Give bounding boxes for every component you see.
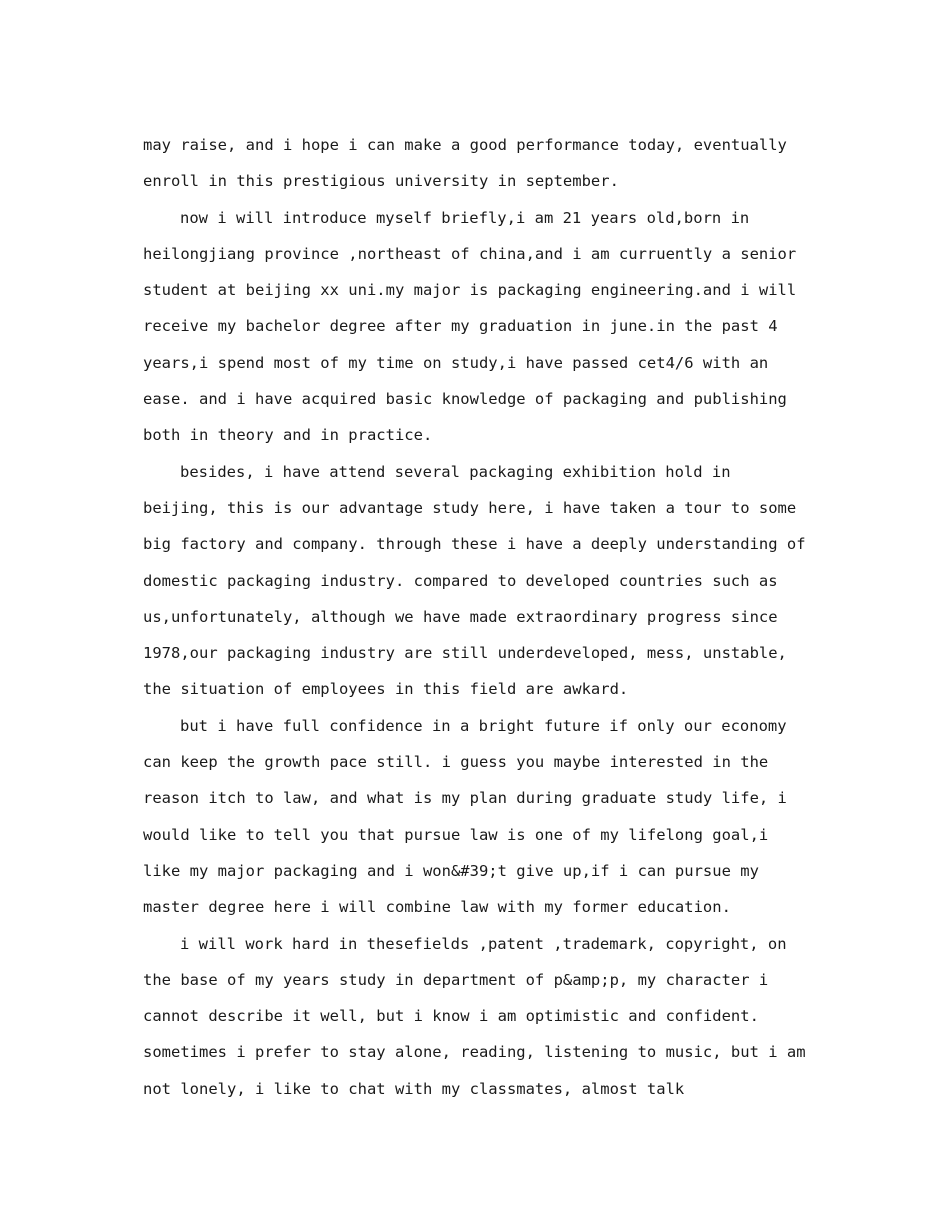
text-line: 1978,our packaging industry are still underdeveloped, mess, unstable, [143,644,787,663]
text-line: would like to tell you that pursue law is one of my lifelong goal,i [143,825,769,844]
text-line: reason itch to law, and what is my plan during graduate study life, i [143,789,787,808]
paragraph-start-line: now i will introduce myself briefly,i am 21 years old,born in [180,208,750,227]
text-line: both in theory and in practice. [143,426,433,445]
text-line: master degree here i will combine law with my former education. [143,898,731,917]
text-line: cannot describe it well, but i know i am optimistic and confident. [143,1007,759,1026]
text-line: heilongjiang province ,northeast of china,and i am curruently a senior [143,244,797,263]
paragraph-start-line: i will work hard in thesefields ,patent ,trademark, copyright, on [180,934,787,953]
text-line: years,i spend most of my time on study,i have passed cet4/6 with an [143,353,769,372]
text-line: ease. and i have acquired basic knowledge of packaging and publishing [143,390,787,409]
document-body [143,127,815,1107]
text-line: us,unfortunately, although we have made extraordinary progress since [143,607,778,626]
paragraph-start-line: besides, i have attend several packaging exhibition hold in [180,462,731,481]
text-line: beijing, this is our advantage study here, i have taken a tour to some [143,498,797,517]
text-line: can keep the growth pace still. i guess you maybe interested in the [143,753,769,772]
text-line: not lonely, i like to chat with my classmates, almost talk [143,1079,685,1098]
text-line: may raise, and i hope i can make a good performance today, eventually [143,136,787,154]
text-line: the base of my years study in department of p&amp;p, my character i [143,970,769,989]
text-line: student at beijing xx uni.my major is packaging engineering.and i will [143,281,797,300]
text-line: the situation of employees in this field are awkard. [143,680,629,699]
text-line: big factory and company. through these i have a deeply understanding of [143,535,806,554]
text-line: sometimes i prefer to stay alone, reading, listening to music, but i am [143,1043,806,1062]
text-line: enroll in this prestigious university in september. [143,172,619,191]
text-line: domestic packaging industry. compared to developed countries such as [143,571,778,590]
text-line: like my major packaging and i won&#39;t give up,if i can pursue my [143,861,759,880]
text-line: receive my bachelor degree after my graduation in june.in the past 4 [143,317,778,336]
paragraph-start-line: but i have full confidence in a bright future if only our economy [180,716,787,735]
